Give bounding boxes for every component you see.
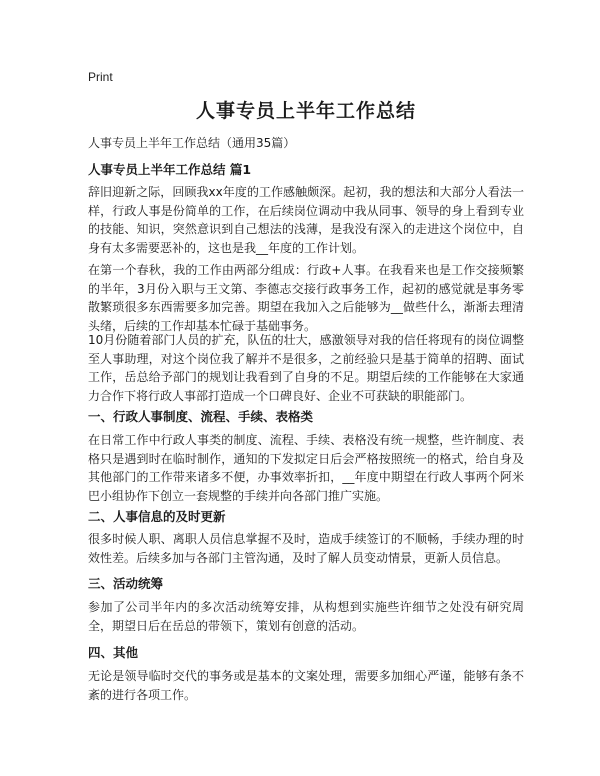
- print-link[interactable]: Print: [88, 70, 113, 84]
- section-heading-4: 四、其他: [88, 645, 139, 660]
- section-text-4: 无论是领导临时交代的事务或是基本的文案处理，需要多加细心严谨，能够有条不紊的进行各项工作。: [88, 669, 524, 702]
- intro-paragraph-3: 10月份随着部门人员的扩充，队伍的壮大，感激领导对我的信任将现有的岗位调整至人事助理，对这个岗位我了解并不是很多，之前经验只是基于简单的招聘、面试工作，岳总给予部门的规划让我看到了自身的不足。期望后续的工作能够在大家通力合作下将行政人事部打造成一个口碑良好、企业不可获缺的职能部门。: [88, 333, 524, 403]
- section-text-3: 参加了公司半年内的多次活动统筹安排，从构想到实施些许细节之处没有研究周全，期望日后在岳总的带领下，策划有创意的活动。: [88, 600, 524, 633]
- intro-paragraph-2: 在第一个春秋，我的工作由两部分组成：行政+人事。在我看来也是工作交接频繁的半年，3月份入职与王文第、李德志交接行政事务工作，起初的感觉就是事务零散繁琐很多东西需要多加完善。期望在我加入之后能够为__做些什么，渐渐去理清头绪，后续的工作却基本忙碌于基础事务。: [88, 263, 524, 333]
- section-heading-1: 一、行政人事制度、流程、手续、表格类: [88, 409, 314, 424]
- section-text-2: 很多时候人职、离职人员信息掌握不及时，造成手续签订的不顺畅，手续办理的时效性差。后续多加与各部门主管沟通，及时了解人员变动情景，更新人员信息。: [88, 532, 524, 565]
- section-heading-2: 二、人事信息的及时更新: [88, 509, 226, 524]
- article-heading: 人事专员上半年工作总结 篇1: [88, 162, 252, 177]
- page-title: 人事专员上半年工作总结: [195, 100, 416, 122]
- section-text-1: 在日常工作中行政人事类的制度、流程、手续、表格没有统一规整，些许制度、表格只是遇到时在临时制作，通知的下发拟定日后会严格按照统一的格式，给自身及其他部门的工作带来诸多不便，办事效率折扣，__年度中期望在行政人事两个阿米巴小组协作下创立一套规整的手续并向各部门推广实施。: [88, 433, 524, 503]
- intro-paragraph-1: 辞旧迎新之际，回顾我xx年度的工作感触颇深。起初，我的想法和大部分人看法一样，行政人事是份简单的工作，在后续岗位调动中我从同事、领导的身上看到专业的技能、知识，突然意识到自己想法的浅薄，是我没有深入的走进这个岗位中，自身有太多需要恶补的，这也是我__年度的工作计划。: [88, 185, 524, 255]
- section-heading-3: 三、活动统筹: [88, 576, 164, 591]
- document-subtitle: 人事专员上半年工作总结（通用35篇）: [88, 136, 296, 150]
